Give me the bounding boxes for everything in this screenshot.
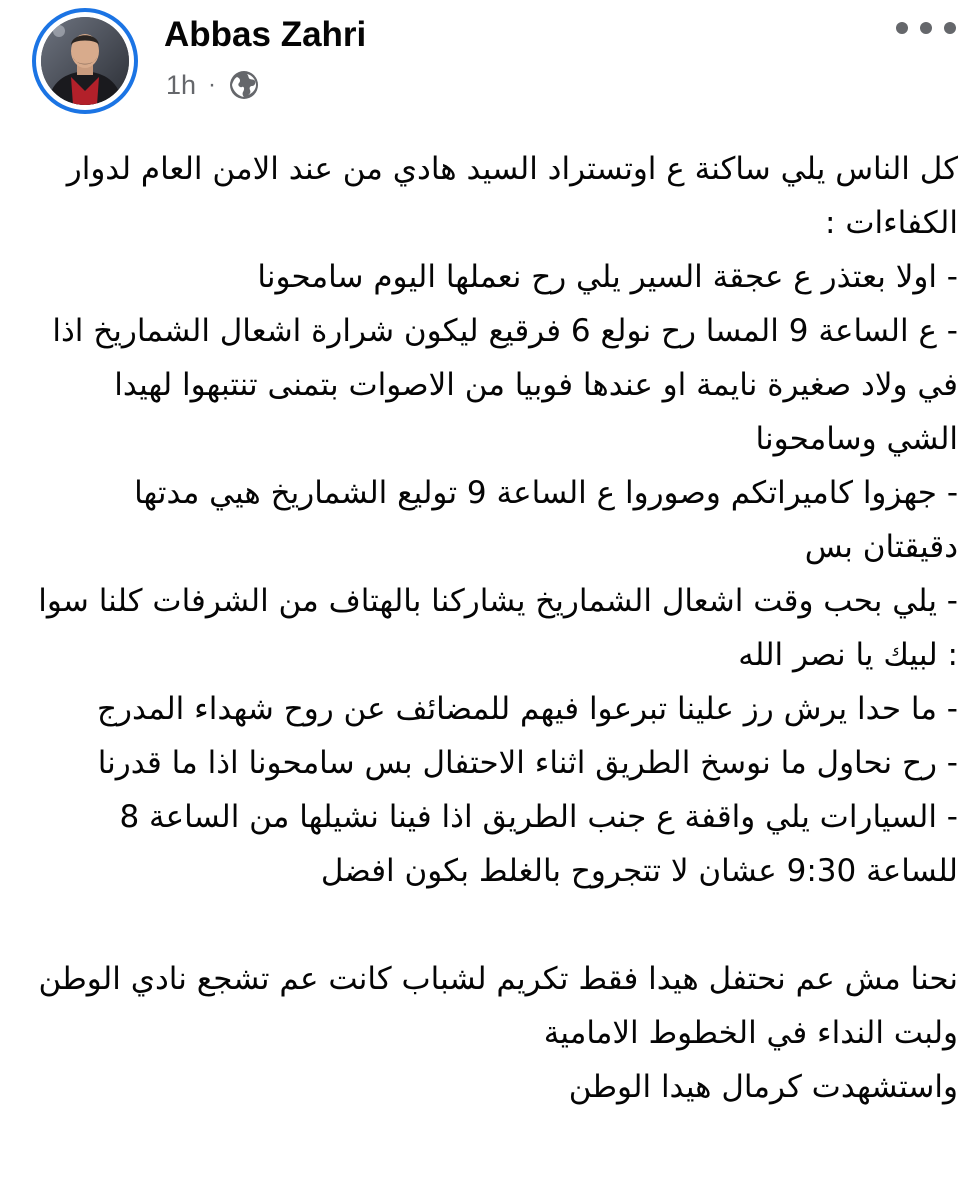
- post-header: [0, 0, 980, 125]
- more-horizontal-icon-dot: [944, 22, 956, 34]
- post-meta: [166, 66, 260, 104]
- avatar-photo: [41, 17, 129, 105]
- avatar[interactable]: [41, 17, 129, 105]
- post-line: - اولا بعتذر ع عجقة السير يلي رح نعملها اليوم سامحونا: [257, 259, 958, 295]
- post-line: - رح نحاول ما نوسخ الطريق اثناء الاحتفال بس سامحونا اذا ما قدرنا: [97, 745, 958, 781]
- post-line: - جهزوا كاميراتكم وصوروا ع الساعة 9 توليع الشماريخ هيي مدتها دقيقتان بس: [134, 475, 958, 565]
- post-timestamp[interactable]: 1h: [166, 69, 197, 100]
- post-line: نحنا مش عم نحتفل هيدا فقط تكريم لشباب كانت عم تشجع نادي الوطن: [38, 961, 958, 997]
- more-horizontal-icon-dot: [920, 22, 932, 34]
- post-line: - السيارات يلي واقفة ع جنب الطريق اذا فينا نشيلها من الساعة 8 للساعة 9:30 عشان لا تتجروح بالغلط بكون افضل: [119, 799, 958, 889]
- post-line: كل الناس يلي ساكنة ع اوتستراد السيد هادي من عند الامن العام لدوار الكفاءات :: [66, 151, 958, 241]
- post-line: ولبت النداء في الخطوط الامامية: [543, 1015, 958, 1051]
- post-line: واستشهدت كرمال هيدا الوطن: [568, 1069, 958, 1105]
- post-line: - ما حدا يرش رز علينا تبرعوا فيهم للمضائف عن روح شهداء المدرج: [97, 691, 958, 727]
- post-blank-line: [38, 898, 958, 952]
- post-body: [38, 142, 958, 1114]
- more-options-button[interactable]: [896, 12, 956, 44]
- post-line: - ع الساعة 9 المسا رح نولع 6 فرقيع ليكون شرارة اشعال الشماريخ اذا في ولاد صغيرة نايمة او عندها فوبيا من الاصوات بتمنى تنتبهوا لهيدا الشي وسامحونا: [52, 313, 958, 457]
- avatar-story-ring[interactable]: [32, 8, 138, 114]
- author-name[interactable]: Abbas Zahri: [164, 15, 367, 54]
- meta-separator: ·: [208, 71, 217, 98]
- globe-icon[interactable]: [228, 69, 260, 101]
- post-line: - يلي بحب وقت اشعال الشماريخ يشاركنا بالهتاف من الشرفات كلنا سوا : لبيك يا نصر الله: [38, 583, 958, 673]
- more-horizontal-icon-dot: [896, 22, 908, 34]
